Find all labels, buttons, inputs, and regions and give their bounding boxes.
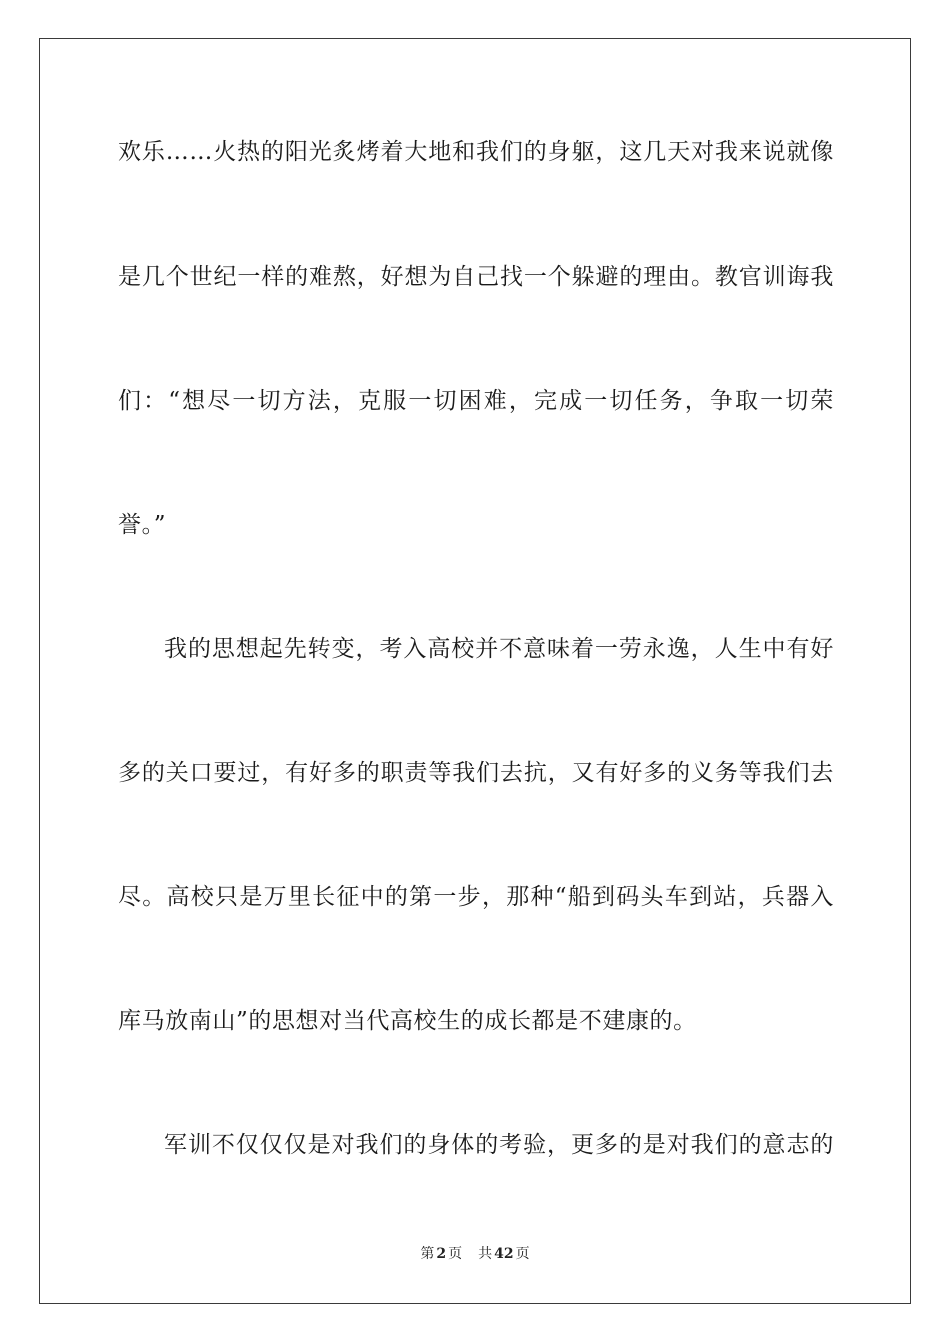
- footer-page-number: 2: [436, 1246, 447, 1262]
- body-line-7: 尽。高校只是万里长征中的第一步，那种“船到码头车到站，兵器入: [118, 884, 834, 910]
- body-line-1: 欢乐……火热的阳光炙烤着大地和我们的身躯，这几天对我来说就像: [118, 139, 834, 165]
- body-line-4: 誉。”: [118, 512, 167, 538]
- footer-total-prefix: 共: [478, 1246, 493, 1262]
- footer-page-prefix: 第: [420, 1246, 435, 1262]
- body-line-2: 是几个世纪一样的难熬，好想为自己找一个躲避的理由。教官训诲我: [118, 264, 834, 290]
- page-footer: [0, 1245, 950, 1263]
- body-line-3: 们：“想尽一切方法，克服一切困难，完成一切任务，争取一切荣: [118, 388, 834, 414]
- body-line-8: 库马放南山”的思想对当代高校生的成长都是不建康的。: [118, 1008, 697, 1034]
- body-line-5: 我的思想起先转变，考入高校并不意味着一劳永逸，人生中有好: [164, 636, 834, 662]
- page-border: [39, 38, 911, 1304]
- footer-total-pages: 42: [494, 1246, 514, 1262]
- footer-total-suffix: 页: [515, 1246, 530, 1262]
- body-line-6: 多的关口要过，有好多的职责等我们去抗，又有好多的义务等我们去: [118, 760, 834, 786]
- body-line-9: 军训不仅仅仅是对我们的身体的考验，更多的是对我们的意志的: [164, 1132, 834, 1158]
- footer-page-suffix: 页: [448, 1246, 463, 1262]
